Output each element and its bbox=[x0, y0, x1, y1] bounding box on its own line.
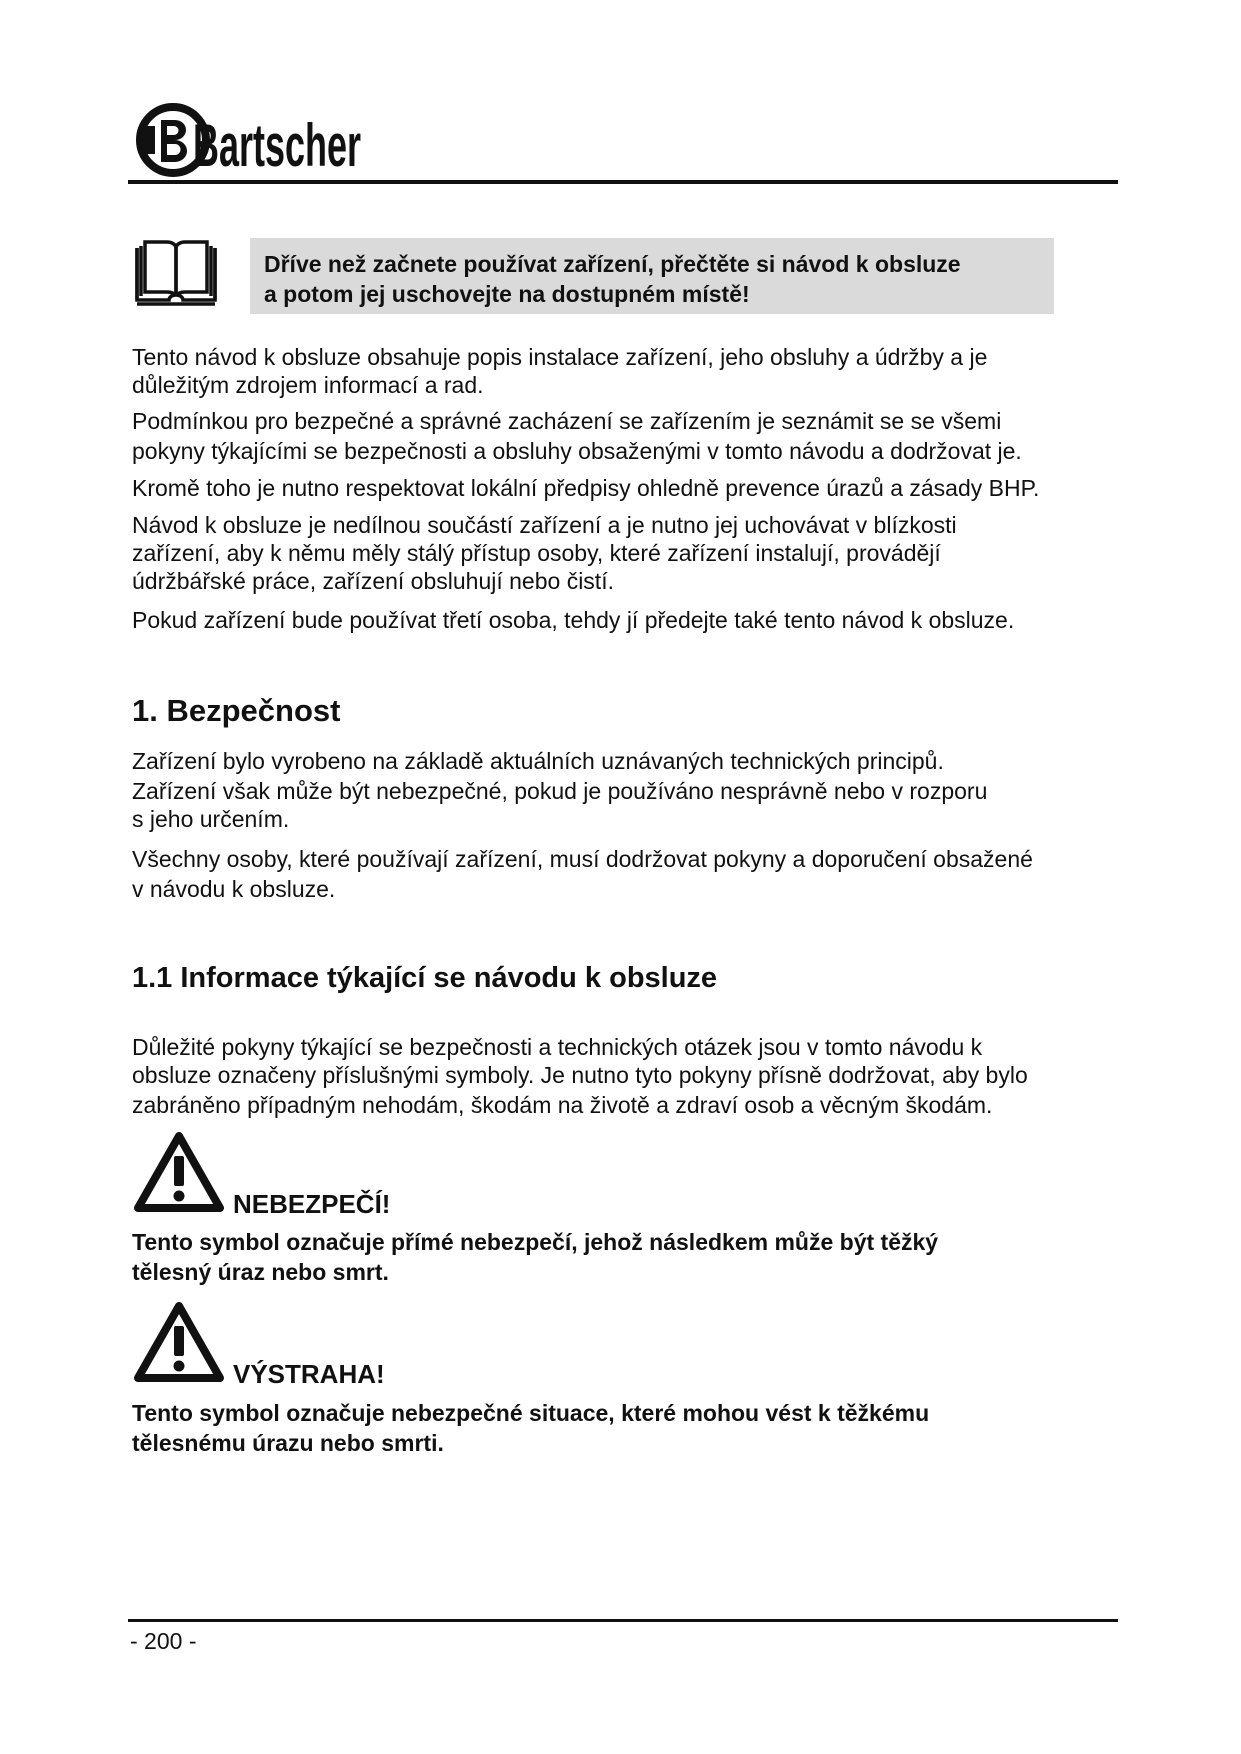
intro-paragraph: Tento návod k obsluze obsahuje popis instalace zařízení, jeho obsluhy a údržby a je důležitým zdrojem informací a rad. bbox=[132, 344, 988, 398]
notice-line: Dříve než začnete používat zařízení, přečtěte si návod k obsluze bbox=[264, 251, 961, 277]
section-heading: 1. Bezpečnost bbox=[132, 693, 341, 728]
warning-description: Tento symbol označuje nebezpečné situace, které mohou vést k těžkému tělesnému úrazu nebo smrti. bbox=[132, 1400, 930, 1456]
intro-paragraph: Pokud zařízení bude používat třetí osoba, tehdy jí předejte také tento návod k obsluze. bbox=[132, 607, 1015, 633]
subsection-heading: 1.1 Informace týkající se návodu k obsluze bbox=[132, 962, 718, 994]
danger-title: NEBEZPEČÍ! bbox=[233, 1189, 391, 1219]
warning-title: VÝSTRAHA! bbox=[233, 1359, 385, 1389]
subsection-paragraph: Důležité pokyny týkající se bezpečnosti a technických otázek jsou v tomto návodu k obsluze označeny příslušnými symboly. Je nutno tyto pokyny přísně dodržovat, aby bylo zabráněno případným nehodám, škodám na životě a zdraví osob a věcným škodám. bbox=[132, 1034, 1028, 1118]
intro-paragraph: Návod k obsluze je nedílnou součástí zařízení a je nutno jej uchovávat v blízkosti zařízení, aby k němu měly stálý přístup osoby, které zařízení instalují, provádějí údržbářské práce, zařízení obsluhují nebo čistí. bbox=[132, 512, 957, 594]
section-paragraph: Zařízení bylo vyrobeno na základě aktuálních uznávaných technických principů. Zařízení však může být nebezpečné, pokud je používáno nesprávně nebo v rozporu s jeho určením. bbox=[132, 748, 988, 832]
section-paragraph: Všechny osoby, které používají zařízení, musí dodržovat pokyny a doporučení obsažené v návodu k obsluze. bbox=[132, 846, 1033, 902]
warning-triangle-icon bbox=[132, 1300, 226, 1384]
intro-paragraph: Podmínkou pro bezpečné a správné zacházení se zařízením je seznámit se se všemi pokyny týkajícími se bezpečnosti a obsluhy obsaženými v tomto návodu a dodržovat je. bbox=[132, 408, 1022, 464]
header-divider bbox=[128, 180, 1118, 184]
read-manual-notice bbox=[250, 238, 1054, 314]
danger-description: Tento symbol označuje přímé nebezpečí, jehož následkem může být těžký tělesný úraz nebo smrt. bbox=[132, 1229, 939, 1285]
brand-logo bbox=[133, 102, 363, 178]
footer-divider bbox=[128, 1619, 1118, 1622]
page-number: - 200 - bbox=[130, 1628, 197, 1654]
notice-line: a potom jej uschovejte na dostupném místě! bbox=[264, 281, 750, 307]
intro-paragraph: Kromě toho je nutno respektovat lokální předpisy ohledně prevence úrazů a zásady BHP. bbox=[132, 475, 1040, 501]
book-icon bbox=[132, 238, 220, 310]
bartscher-logo-mark bbox=[133, 102, 363, 178]
warning-triangle-icon bbox=[132, 1130, 226, 1214]
brand-name: Bartscher bbox=[193, 112, 361, 179]
